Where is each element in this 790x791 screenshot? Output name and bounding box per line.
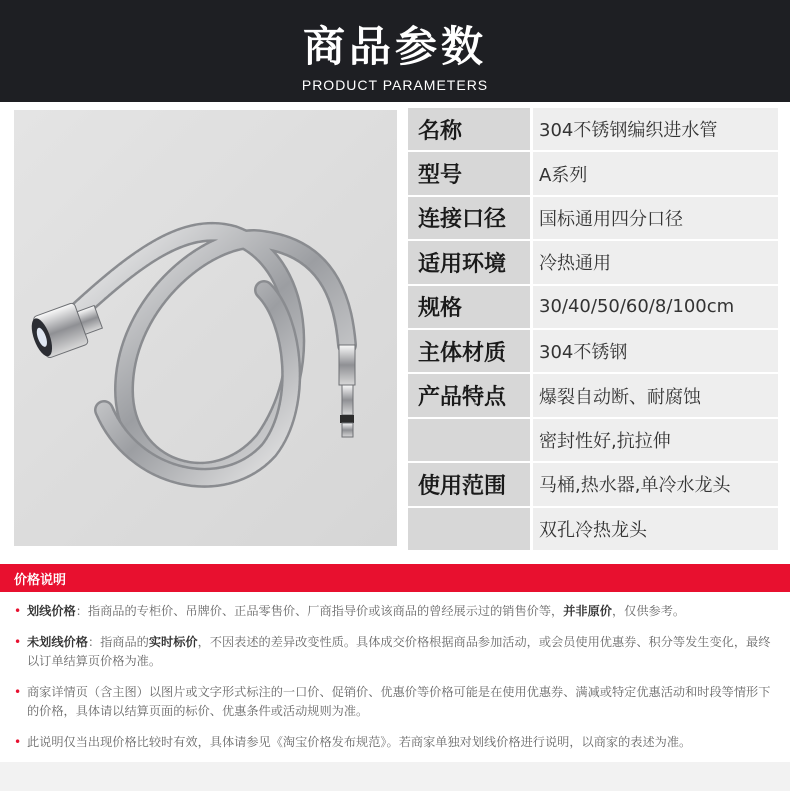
note-emphasis: 并非原价 (563, 604, 612, 618)
price-section-title: 价格说明 (14, 573, 67, 588)
spec-row (408, 197, 778, 241)
spec-value: 密封性好,抗拉伸 (530, 419, 778, 463)
spec-row (408, 286, 778, 330)
bullet-icon: • (14, 604, 22, 618)
note-text: ，仅供参考。 (612, 604, 686, 618)
spec-key (408, 508, 530, 552)
price-note (14, 602, 780, 621)
page-subtitle: PRODUCT PARAMETERS (301, 77, 489, 93)
note-text: ：指商品的 (87, 635, 149, 649)
spec-key: 连接口径 (408, 197, 530, 241)
spec-row (408, 330, 778, 374)
spec-value: 30/40/50/60/8/100cm (530, 286, 778, 330)
page-header (0, 0, 790, 102)
page-title: 商品参数 (302, 22, 487, 71)
spec-row (408, 463, 778, 507)
price-section-header (0, 564, 790, 592)
price-notes (14, 602, 780, 764)
spec-value: 304不锈钢编织进水管 (530, 108, 778, 152)
spec-value: 马桶,热水器,单冷水龙头 (530, 463, 778, 507)
bullet-icon: • (14, 685, 22, 699)
note-emphasis: 实时标价 (148, 635, 198, 649)
spec-key: 名称 (408, 108, 530, 152)
spec-row (408, 374, 778, 418)
note-text: 商家详情页（含主图）以图片或文字形式标注的一口价、促销价、优惠价等价格可能是在使用优惠券、满减或特定优惠活动和时段等情形下的价格，具体请以结算页面的标价、优惠条件或活动规则为准。 (27, 685, 771, 718)
spec-key (408, 419, 530, 463)
price-note (14, 683, 780, 721)
bullet-icon: • (14, 735, 22, 749)
spec-table (408, 108, 778, 552)
spec-row (408, 152, 778, 196)
bullet-icon: • (14, 635, 22, 649)
spec-value: 304不锈钢 (530, 330, 778, 374)
spec-row (408, 108, 778, 152)
price-note (14, 733, 780, 752)
footer-band (0, 762, 790, 791)
product-photo (14, 110, 397, 546)
spec-key: 型号 (408, 152, 530, 196)
note-text: 此说明仅当出现价格比较时有效，具体请参见《淘宝价格发布规范》。若商家单独对划线价格进行说明，以商家的表述为准。 (27, 735, 692, 749)
spec-value: A系列 (530, 152, 778, 196)
price-note (14, 633, 780, 671)
spec-row (408, 241, 778, 285)
spec-value: 爆裂自动断、耐腐蚀 (530, 374, 778, 418)
spec-key: 使用范围 (408, 463, 530, 507)
braided-hose-image (14, 110, 397, 546)
spec-value: 双孔冷热龙头 (530, 508, 778, 552)
spec-row (408, 419, 778, 463)
note-text: ，不因表述的差异改变性质。具体成交价格根据商品参加活动，或会员使用优惠券、积分等发生变化，最终以订单结算页价格为准。 (27, 635, 771, 668)
spec-key: 适用环境 (408, 241, 530, 285)
spec-value: 国标通用四分口径 (530, 197, 778, 241)
note-label: 未划线价格 (27, 635, 88, 649)
spec-key: 产品特点 (408, 374, 530, 418)
note-label: 划线价格 (27, 604, 76, 618)
spec-value: 冷热通用 (530, 241, 778, 285)
note-text: ：指商品的专柜价、吊牌价、正品零售价、厂商指导价或该商品的曾经展示过的销售价等， (75, 604, 564, 618)
spec-key: 规格 (408, 286, 530, 330)
spec-key: 主体材质 (408, 330, 530, 374)
spec-row (408, 508, 778, 552)
